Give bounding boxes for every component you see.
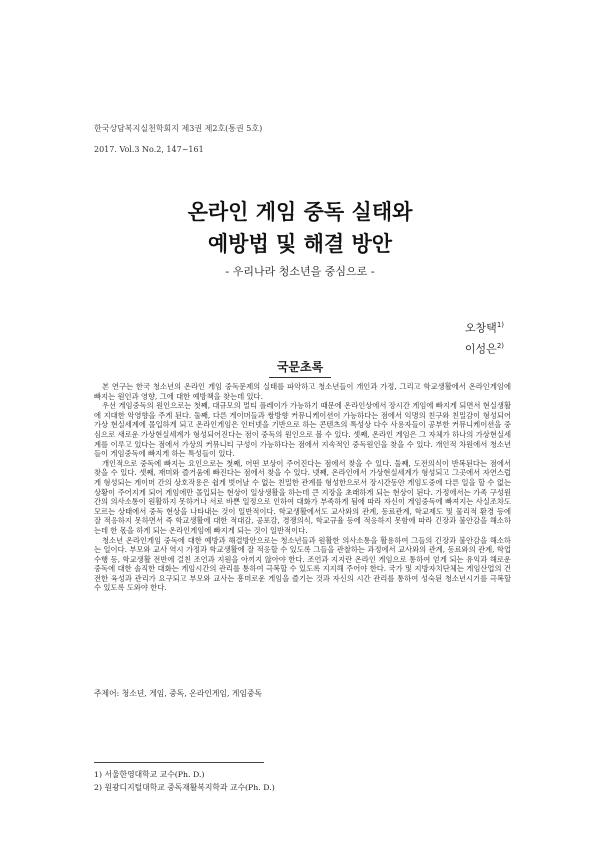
keywords: 주제어: 청소년, 게임, 중독, 온라인게임, 게임중독	[94, 689, 263, 698]
abstract-paragraph: 본 연구는 한국 청소년의 온라인 게임 중독문제의 실태를 파악하고 청소년들이 개인과 가정, 그리고 학교생활에서 온라인게임에 빠지는 원인과 영향, 그에 대한 예방책을 찾는데 있다.	[94, 382, 511, 401]
journal-issue: 2017. Vol.3 No.2, 147~161	[94, 145, 204, 154]
abstract-paragraph: 개인적으로 중독에 빠지는 요인으로는 첫째, 어떤 보상이 주어진다는 점에서 찾을 수 있다. 둘째, 도전의식이 반복된다는 점에서 찾을 수 있다. 셋째, 재미와 즐거움에 빠진다는 점에서 찾을 수 있다. 넷째, 온라인에서 가상현실세계가 형성되고 그곳에서 자연스럽게 형성되는 게이머 간의 상호작용은 쉽게 벗어날 수 없는 친밀한 관계를 형성한으로서 장시간동안 게임도중에 다른 일을 할 수 없는 상황이 주어지게 되어 게임에만 몰입되는 현상이 일상생활을 하는데 큰 지장을 초래하게 되는 현상이 된다. 가정에서는 가족 구성원간의 의사소통이 원활하지 못하거나 서로 바쁜 일정으로 인하여 대화가 부족하게 됨에 따라 자신이 게임중독에 빠져지는 사실조차도 모르는 상태에서 중독 현상을 나타내는 것이 일반적이다. 학교생활에서도 교사와의 관계, 동료관계, 학교제도 및 물리적 환경 등에 잘 적응하지 못하면서 즉 학교생활에 대한 적대감, 공포감, 경쟁의식, 학교규율 등에 적응하지 못함에 따라 긴장과 불안감을 해소하는데 한 몫을 하게 되는 온라인게임에 빠지게 되는 것이 일반적이다.	[94, 458, 511, 535]
paper-title-line-2: 예방법 및 해결 방안	[207, 232, 393, 256]
abstract-heading-text: 국문초록	[269, 359, 331, 378]
footnote-divider	[94, 762, 264, 763]
author-2-footnote-mark: 2)	[496, 342, 504, 350]
abstract-paragraph: 청소년 온라인게임 중독에 대한 예방과 해결방안으로는 청소년들과 원활한 의사소통을 활용하여 그들의 긴장과 불안감을 해소하는 일이다. 부모와 교사 역시 가정과 학교생활에 잘 적응할 수 있도록 그들을 관찰하는 과정에서 교사와의 관계, 동료와의 관계, 학업수행 등, 학교생활 전반에 걸친 조언과 지원을 아끼지 않아야 한다. 조언과 지지란 온라인 게임으로 통하여 얻게 되는 유익과 해로운 중독에 대한 솔직한 대화는 게임시간의 관리를 통하여 극복할 수 있도록 지지해 주어야 한다. 국가 및 지방자치단체는 게임산업의 건전한 육성과 관리가 요구되고 부모와 교사는 흥미로운 게임을 즐기는 것과 자신의 시간 관리를 통하여 성숙된 청소년시기를 극복할 수 있도록 도와야 한다.	[94, 535, 511, 593]
abstract-heading	[0, 356, 600, 378]
abstract-body	[94, 382, 511, 593]
author-1-footnote-mark: 1)	[496, 321, 504, 329]
author-2	[465, 339, 504, 357]
author-2-name: 이성은	[464, 342, 497, 356]
paper-subtitle: - 우리나라 청소년을 중심으로 -	[225, 265, 375, 278]
footnotes	[94, 768, 275, 794]
abstract-paragraph: 우선 게임중독의 원인으로는 첫째, 대규모의 멀티 플레이가 가능하기 때문에 온라인상에서 장시간 게임에 빠지게 되면서 현실생활에 지대한 악영향을 주게 된다. 둘째, 다른 게이머들과 쌍방향 커뮤니케이션이 가능하다는 점에서 익명의 친구와 친밀감이 형성되어 가상 현실세계에 몰입하게 되고 온라인게임은 인터넷을 기반으로 하는 콘텐츠의 특성상 다수 사용자들이 공부한 커뮤니케이션을 중심으로 새로운 가상현실세계가 형성되어진다는 점이 중독의 원인으로 볼 수 있다. 셋째, 온라인 게임은 그 자체가 하나의 가상현실세계를 이루고 있다는 점에서 가상의 커뮤니티 구성이 가능하다는 점에서 지속적인 중독원인을 찾을 수 있다. 개인적 차원에서 청소년들이 게임중독에 빠지게 하는 특성들이 있다.	[94, 401, 511, 459]
footnote-2: 2) 원광디지털대학교 중독재활복지학과 교수(Ph. D.)	[94, 783, 275, 792]
paper-title-line-1: 온라인 게임 중독 실태와	[187, 200, 413, 224]
journal-name: 한국상담복지실천학회지 제3권 제2호(통권 5호)	[94, 124, 263, 133]
author-1-name: 오창택	[464, 321, 497, 335]
footnote-1: 1) 서울한영대학교 교수(Ph. D.)	[94, 770, 205, 779]
author-1	[465, 318, 504, 336]
